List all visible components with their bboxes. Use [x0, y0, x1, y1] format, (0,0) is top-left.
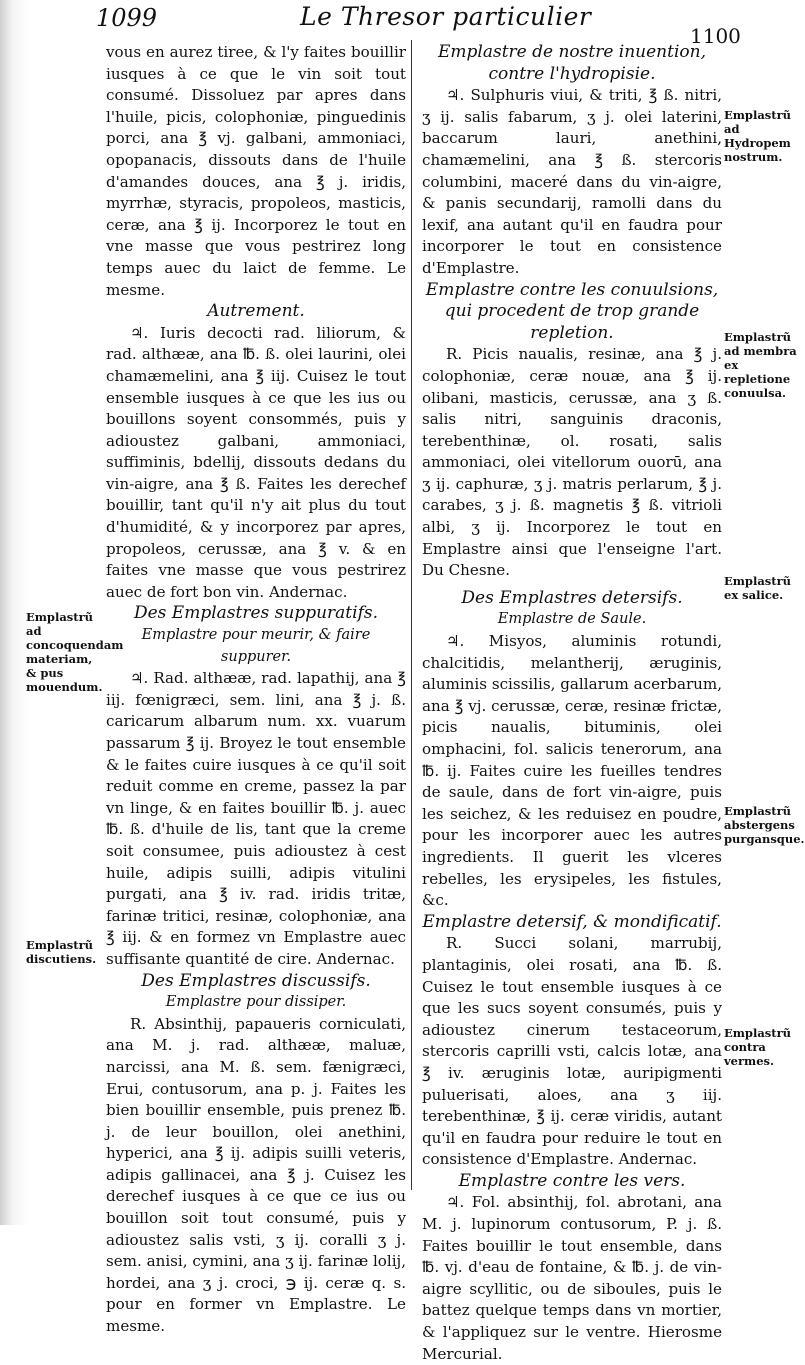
paragraph: ♃. Sulphuris viui, & triti, ℥ ß. nitri, ʒ ij. salis fabarum, ʒ j. olei laterini, baccarum lauri, anethini, chamæmelini, ana ℥ ß. stercoris columbini, maceré dans du vin-aigre, & panis secundarij, ramolli dans du lexif, ana autant qu'il en faudra pour incorporer le tout en consistence d'Emplastre.: [422, 86, 722, 277]
paragraph: ♃. Iuris decocti rad. liliorum, & rad. althææ, ana ℔. ß. olei laurini, olei chamæmelini, ana ℥ iij. Cuisez le tout ensemble iusques à ce que les ius ou bouillons soyent consommés, puis y adioustez galbani, ammoniaci, suffiminis, bdellij, dissouts dedans du vin-aigre, ana ℥ ß. Faites les derechef bouillir, tant qu'il n'y ait plus du tout d'humidité, & y incorporez par apres, propoleos, cerussæ, ana ℥ v. & en faites vne masse que vous pestrirez auec de fort bon vin. Andernac.: [106, 323, 406, 601]
section-heading: Emplastre contre les conuulsions, qui procedent de trop grande repletion.: [425, 279, 719, 343]
left-column: [106, 42, 406, 1338]
section-heading: Emplastre detersif, & mondificatif.: [422, 911, 722, 932]
section-heading: Autrement.: [207, 301, 305, 322]
section-heading: Emplastre contre les vers.: [458, 1170, 686, 1191]
margin-note: Emplastrũ ad concoquendam materiam, & pus mouendum.: [26, 610, 124, 694]
margin-note: Emplastrũ ad membra ex repletione conuulsa.: [724, 330, 797, 400]
margin-note: Emplastrũ discutiens.: [26, 938, 97, 966]
margin-note: Emplastrũ abstergens purgansque.: [724, 804, 805, 846]
paragraph: ♃. Misyos, aluminis rotundi, chalcitidis, melantherij, æruginis, aluminis scissilis, gallarum acerbarum, ana ℥ vj. cerussæ, ceræ, resinæ frictæ, picis naualis, bituminis, olei omphacini, fol. salicis tenerorum, ana ℔. ij. Faites cuire les fueilles tendres de saule, dans de fort vin-aigre, puis les seichez, & les reduisez en poudre, pour les incorporer auec les autres ingredients. Il guerit les vlceres rebelles, les erysipeles, les fistules, &c.: [422, 632, 722, 910]
section-heading: Des Emplastres suppuratifs.: [133, 603, 378, 624]
sub-heading: Emplastre de Saule.: [497, 611, 647, 628]
paragraph: ♃. Rad. althææ, rad. lapathij, ana ℥ iij. fœnigræci, sem. lini, ana ℥ j. ß. caricarum albarum num. xx. vuarum passarum ℥ ij. Broyez le tout ensemble & le faites cuire iusques à ce qu'il soit reduit comme en creme, passez la par vn linge, & en faites bouillir ℔. j. auec ℔. ß. d'huile de lis, tant que la creme soit consumee, puis adioustez à cest huile, adipis suilli, adipis vitulini purgati, ana ℥ iv. rad. iridis tritæ, farinæ tritici, resinæ, colophoniæ, ana ℥ iij. & en formez vn Emplastre auec suffisante quantité de cire. Andernac.: [106, 669, 406, 968]
right-column: [422, 42, 722, 1365]
running-title: Le Thresor particulier: [300, 2, 592, 31]
page-number-right: 1100: [690, 24, 741, 48]
paragraph: R. Picis naualis, resinæ, ana ℥ j. colophoniæ, ceræ nouæ, ana ℥ ij. olibani, masticis, cerussæ, ana ʒ ß. salis nitri, sanguinis draconis, terebenthinæ, ol. rosati, salis ammoniaci, olei vitellorum ouorū, ana ʒ ij. caphuræ, ʒ j. matris perlarum, ℥ j. carabes, ʒ j. ß. magnetis ℥ ß. vitrioli albi, ʒ ij. Incorporez le tout en Emplastre ainsi que l'enseigne l'art. Du Chesne.: [422, 345, 722, 580]
margin-note: Emplastrũ contra vermes.: [724, 1026, 792, 1068]
margin-note: Emplastrũ ex salice.: [724, 574, 792, 602]
page-number-left: 1099: [96, 4, 158, 32]
paragraph: vous en aurez tiree, & l'y faites bouillir iusques à ce que le vin soit tout consumé. Dissoluez par apres dans l'huile, picis, colophoniæ, pinguedinis porci, ana ℥ vj. galbani, ammoniaci, opopanacis, dissouts dans de l'huile d'amandes douces, ana ℥ j. iridis, myrrhæ, styracis, propoleos, masticis, ceræ, ana ℥ ij. Incorporez le tout en vne masse que vous pestrirez long temps auec du laict de femme. Le mesme.: [106, 43, 406, 299]
section-heading: Des Emplastres discussifs.: [141, 970, 371, 991]
sub-heading: Emplastre pour dissiper.: [165, 994, 347, 1011]
section-heading: Des Emplastres detersifs.: [461, 587, 683, 608]
page-header: [0, 0, 800, 48]
section-heading: Emplastre de nostre inuention, contre l'hydropisie.: [437, 42, 706, 84]
paragraph: ♃. Fol. absinthij, fol. abrotani, ana M. j. lupinorum contusorum, P. j. ß. Faites bouillir le tout ensemble, dans ℔. vj. d'eau de fontaine, & ℔. j. de vin-aigre scyllitic, ou de siboules, puis le battez quelque temps dans vn mortier, & l'appliquez sur le ventre. Hierosme Mercurial.: [422, 1193, 722, 1363]
paragraph: R. Succi solani, marrubij, plantaginis, olei rosati, ana ℔. ß. Cuisez le tout ensemble iusques à ce que les sucs soyent consumés, puis y adioustez cinerum testaceorum, stercoris caprilli vsti, calcis lotæ, ana ℥ iv. æruginis lotæ, auripigmenti puluerisati, aloes, ana ʒ iij. terebenthinæ, ℥ ij. ceræ viridis, autant qu'il en faudra pour reduire le tout en consistence d'Emplastre. Andernac.: [422, 934, 722, 1169]
margin-note: Emplastrũ ad Hydropem nostrum.: [724, 108, 792, 164]
column-divider: [411, 40, 412, 1190]
paragraph: R. Absinthij, papaueris corniculati, ana M. j. rad. althææ, maluæ, narcissi, ana M. ß. sem. fænigræci, Erui, contusorum, ana p. j. Faites les bien bouillir ensemble, puis prenez ℔. j. de leur bouillon, olei anethini, hyperici, ana ℥ ij. adipis suilli veteris, adipis gallinacei, ana ℥ j. Cuisez les derechef iusques à ce que ce ius ou bouillon soit tout consumé, puis y adioustez salis vsti, ʒ ij. coralli ʒ j. sem. anisi, cymini, ana ʒ ij. farinæ lolij, hordei, ana ʒ j. croci, ℈ ij. ceræ q. s. pour en former vn Emplastre. Le mesme.: [106, 1014, 406, 1336]
sub-heading: Emplastre pour meurir, & faire suppurer.: [141, 627, 371, 665]
